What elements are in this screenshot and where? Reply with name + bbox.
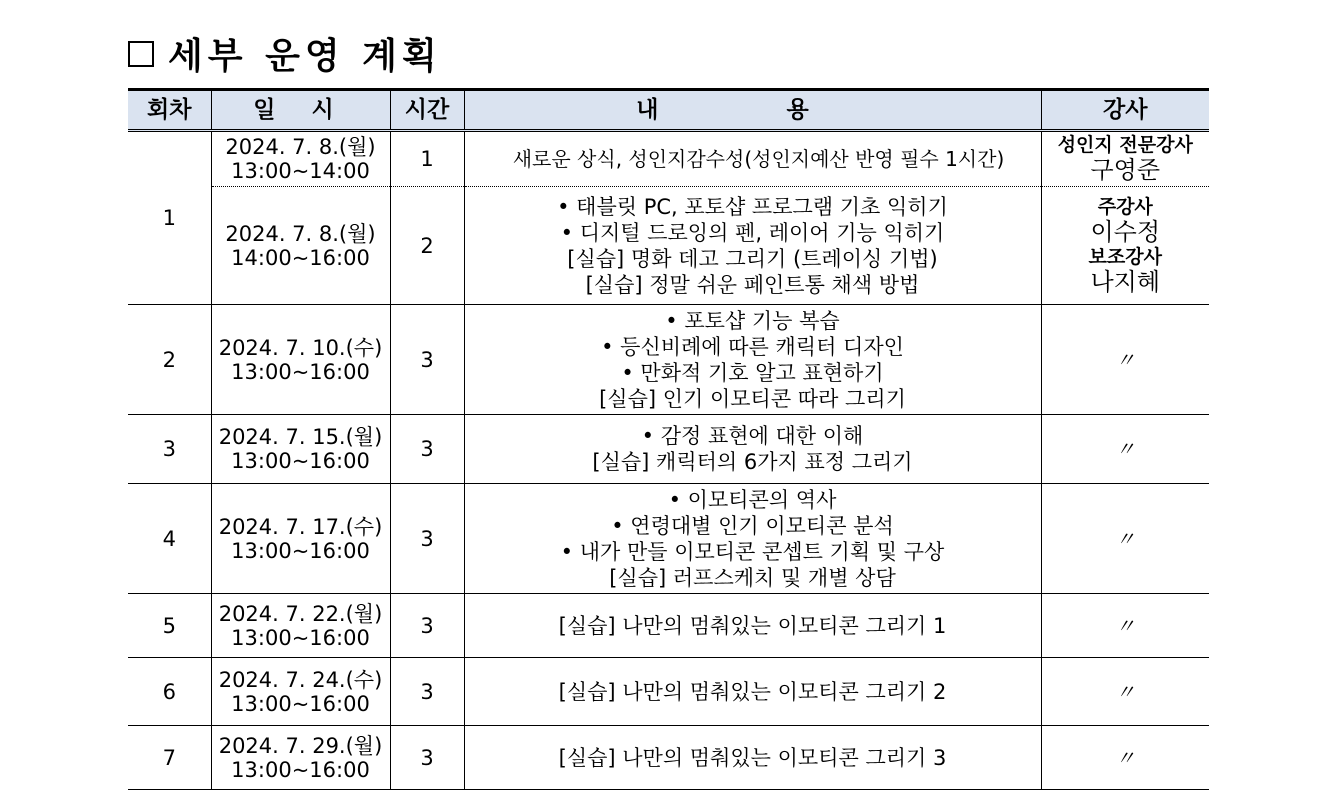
instructor-name: 이수정 xyxy=(1090,217,1161,246)
date-text: 2024. 7. 22.(월) xyxy=(218,601,383,626)
date-text: 2024. 7. 29.(월) xyxy=(218,733,383,758)
instructor-ditto: 〃 xyxy=(1041,594,1209,658)
date-text: 2024. 7. 24.(수) xyxy=(218,667,383,692)
content-cell xyxy=(464,131,1041,187)
instructor-ditto: 〃 xyxy=(1041,415,1209,484)
time-text: 13:00~16:00 xyxy=(231,691,370,716)
instructor-ditto: 〃 xyxy=(1041,484,1209,594)
table-row xyxy=(128,484,1209,594)
hours-cell: 3 xyxy=(390,726,464,790)
session-cell: 3 xyxy=(128,415,211,484)
hours-cell: 3 xyxy=(390,484,464,594)
instructor-ditto: 〃 xyxy=(1041,726,1209,790)
datetime-cell xyxy=(211,594,390,658)
table-row xyxy=(128,658,1209,726)
content-cell xyxy=(464,484,1041,594)
instructor-name: 나지혜 xyxy=(1090,267,1161,296)
table-row xyxy=(128,305,1209,415)
content-line: • 만화적 기호 알고 표현하기 xyxy=(621,360,884,385)
instructor-cell xyxy=(1041,187,1209,305)
content-line: • 포토샵 기능 복습 xyxy=(665,308,840,333)
instructor-role: 성인지 전문강사 xyxy=(1057,134,1193,156)
hours-cell: 1 xyxy=(390,131,464,187)
instructor-ditto: 〃 xyxy=(1041,658,1209,726)
hours-cell: 2 xyxy=(390,187,464,305)
content-line: [실습] 나만의 멈춰있는 이모티콘 그리기 2 xyxy=(558,679,947,704)
content-line: • 감정 표현에 대한 이해 xyxy=(641,424,864,448)
datetime-cell xyxy=(211,187,390,305)
date-text: 2024. 7. 10.(수) xyxy=(218,335,383,360)
content-cell xyxy=(464,594,1041,658)
datetime-cell xyxy=(211,658,390,726)
session-cell: 5 xyxy=(128,594,211,658)
datetime-cell xyxy=(211,305,390,415)
table-row xyxy=(128,131,1209,187)
datetime-cell xyxy=(211,484,390,594)
content-line: [실습] 인기 이모티콘 따라 그리기 xyxy=(599,386,906,411)
page-title xyxy=(128,28,442,79)
schedule-table xyxy=(128,88,1209,790)
content-cell xyxy=(464,305,1041,415)
content-cell xyxy=(464,187,1041,305)
content-line: • 연령대별 인기 이모티콘 분석 xyxy=(611,513,894,538)
table-row xyxy=(128,415,1209,484)
date-text: 2024. 7. 8.(월) xyxy=(225,221,376,246)
time-text: 13:00~16:00 xyxy=(231,625,370,650)
datetime-cell xyxy=(211,726,390,790)
time-text: 13:00~16:00 xyxy=(231,757,370,782)
table-row xyxy=(128,594,1209,658)
header-content: 내 용 xyxy=(464,90,1041,131)
session-cell: 7 xyxy=(128,726,211,790)
instructor-role: 보조강사 xyxy=(1088,245,1162,268)
content-cell xyxy=(464,726,1041,790)
datetime-cell xyxy=(211,131,390,187)
content-cell xyxy=(464,658,1041,726)
content-line: [실습] 정말 쉬운 페인트통 채색 방법 xyxy=(585,272,920,297)
session-cell: 4 xyxy=(128,484,211,594)
checkbox-square-icon xyxy=(128,41,154,67)
page-title-text: 세부 운영 계획 xyxy=(168,36,442,77)
date-text: 2024. 7. 15.(월) xyxy=(218,425,383,449)
session-cell: 6 xyxy=(128,658,211,726)
date-text: 2024. 7. 8.(월) xyxy=(225,135,376,159)
content-line: • 태블릿 PC, 포토샵 프로그램 기초 익히기 xyxy=(557,194,948,219)
hours-cell: 3 xyxy=(390,415,464,484)
table-row xyxy=(128,726,1209,790)
session-cell: 1 xyxy=(128,131,211,305)
content-line: • 이모티콘의 역사 xyxy=(668,487,837,512)
content-cell xyxy=(464,415,1041,484)
time-text: 13:00~14:00 xyxy=(231,159,370,183)
content-line: 새로운 상식, 성인지감수성(성인지예산 반영 필수 1시간) xyxy=(512,147,1005,171)
content-line: • 디지털 드로잉의 펜, 레이어 기능 익히기 xyxy=(560,220,945,245)
instructor-cell xyxy=(1041,131,1209,187)
instructor-role: 주강사 xyxy=(1097,195,1153,218)
table-row xyxy=(128,187,1209,305)
content-line: [실습] 명화 데고 그리기 (트레이싱 기법) xyxy=(567,246,938,271)
header-datetime: 일 시 xyxy=(211,90,390,131)
content-line: [실습] 나만의 멈춰있는 이모티콘 그리기 3 xyxy=(558,745,947,770)
instructor-ditto: 〃 xyxy=(1041,305,1209,415)
header-hours: 시간 xyxy=(390,90,464,131)
hours-cell: 3 xyxy=(390,594,464,658)
time-text: 13:00~16:00 xyxy=(231,538,370,563)
time-text: 14:00~16:00 xyxy=(231,245,370,270)
session-cell: 2 xyxy=(128,305,211,415)
date-text: 2024. 7. 17.(수) xyxy=(218,514,383,539)
header-instructor: 강사 xyxy=(1041,90,1209,131)
content-line: [실습] 캐릭터의 6가지 표정 그리기 xyxy=(592,450,913,474)
datetime-cell xyxy=(211,415,390,484)
hours-cell: 3 xyxy=(390,658,464,726)
content-line: [실습] 러프스케치 및 개별 상담 xyxy=(609,565,896,590)
header-session: 회차 xyxy=(128,90,211,131)
content-line: • 등신비례에 따른 캐릭터 디자인 xyxy=(601,334,904,359)
instructor-name: 구영준 xyxy=(1090,156,1161,184)
time-text: 13:00~16:00 xyxy=(231,449,370,473)
time-text: 13:00~16:00 xyxy=(231,359,370,384)
content-line: • 내가 만들 이모티콘 콘셉트 기획 및 구상 xyxy=(560,539,945,564)
hours-cell: 3 xyxy=(390,305,464,415)
table-header-row xyxy=(128,90,1209,131)
content-line: [실습] 나만의 멈춰있는 이모티콘 그리기 1 xyxy=(558,613,947,638)
